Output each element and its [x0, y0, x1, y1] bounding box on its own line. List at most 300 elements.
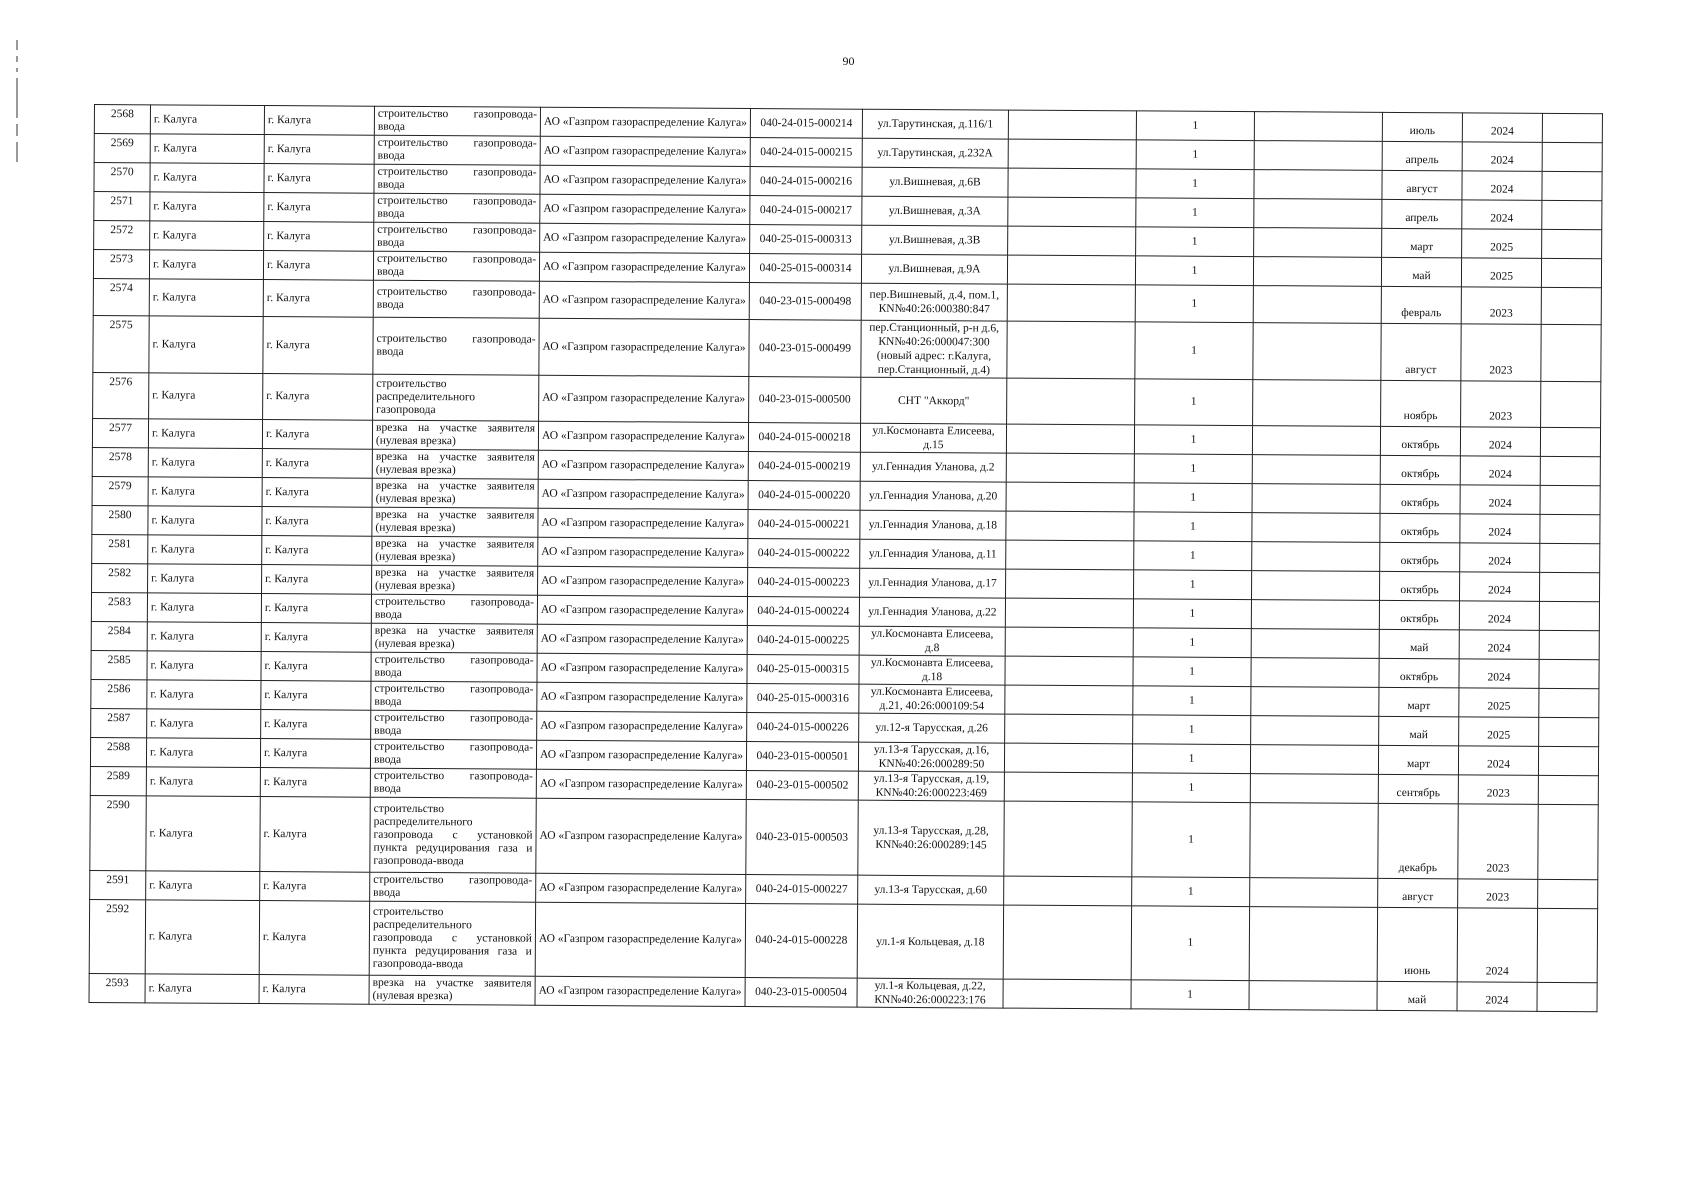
address-cell: ул.Геннадия Уланова, д.17	[860, 568, 1006, 598]
application-code-cell: 040-25-015-000314	[749, 254, 861, 284]
year-cell: 2025	[1459, 688, 1539, 717]
year-cell: 2025	[1461, 258, 1541, 287]
work-type-cell: строительство газопровода-ввода	[374, 222, 540, 252]
settlement-cell: г. Калуга	[145, 974, 259, 1004]
year-cell: 2024	[1460, 514, 1540, 543]
organization-cell: АО «Газпром газораспределение Калуга»	[536, 740, 746, 770]
city-cell: г. Калуга	[264, 106, 374, 136]
application-code-cell: 040-24-015-000215	[750, 138, 862, 168]
empty-cell	[1004, 772, 1132, 802]
organization-cell: АО «Газпром газораспределение Калуга»	[536, 769, 746, 799]
settlement-cell: г. Калуга	[150, 192, 264, 222]
empty-cell	[1540, 485, 1600, 514]
address-cell: ул.Космонавта Елисеева, д.8	[859, 626, 1005, 656]
row-number: 2569	[94, 134, 150, 163]
empty-cell	[1539, 688, 1599, 717]
organization-cell: АО «Газпром газораспределение Калуга»	[538, 566, 748, 596]
settlement-cell: г. Калуга	[150, 105, 264, 135]
month-cell: сентябрь	[1378, 774, 1458, 803]
empty-cell	[1542, 113, 1602, 142]
organization-cell: АО «Газпром газораспределение Калуга»	[538, 450, 748, 480]
city-cell: г. Калуга	[261, 652, 371, 682]
organization-cell: АО «Газпром газораспределение Калуга»	[539, 252, 749, 282]
empty-cell	[1254, 199, 1382, 229]
empty-cell	[1250, 878, 1378, 908]
quantity-cell: 1	[1136, 227, 1254, 257]
month-cell: декабрь	[1378, 803, 1458, 878]
empty-cell	[1541, 287, 1601, 324]
row-number: 2588	[90, 737, 146, 766]
year-cell: 2024	[1462, 171, 1542, 200]
organization-cell: АО «Газпром газораспределение Калуга»	[540, 223, 750, 253]
empty-cell	[1542, 171, 1602, 200]
empty-cell	[1539, 572, 1599, 601]
month-cell: октябрь	[1379, 658, 1459, 687]
quantity-cell: 1	[1133, 570, 1251, 600]
month-cell: май	[1381, 257, 1461, 286]
row-number: 2589	[90, 766, 146, 795]
quantity-cell: 1	[1131, 906, 1249, 981]
empty-cell	[1537, 908, 1597, 982]
empty-cell	[1006, 424, 1134, 454]
empty-cell	[1539, 630, 1599, 659]
application-code-cell: 040-24-015-000228	[745, 903, 857, 978]
organization-cell: АО «Газпром газораспределение Калуга»	[538, 479, 748, 509]
empty-cell	[1007, 321, 1135, 379]
empty-cell	[1539, 717, 1599, 746]
city-cell: г. Калуга	[263, 280, 373, 318]
empty-cell	[1008, 110, 1136, 140]
city-cell: г. Калуга	[263, 251, 373, 281]
empty-cell	[1539, 601, 1599, 630]
address-cell: ул.Геннадия Уланова, д.11	[860, 539, 1006, 569]
row-number: 2578	[92, 447, 148, 476]
city-cell: г. Калуга	[262, 478, 372, 508]
empty-cell	[1005, 569, 1133, 599]
address-cell: ул.Вишневая, д.9А	[861, 254, 1007, 284]
month-cell: март	[1382, 228, 1462, 257]
row-number: 2586	[91, 679, 147, 708]
organization-cell: АО «Газпром газораспределение Калуга»	[539, 375, 749, 422]
address-cell: ул.Вишневая, д.3А	[862, 196, 1008, 226]
settlement-cell: г. Калуга	[150, 221, 264, 251]
table-row	[93, 315, 1601, 381]
quantity-cell: 1	[1136, 198, 1254, 228]
row-number: 2584	[91, 621, 147, 650]
work-type-cell: врезка на участке заявителя (нулевая врезка)	[372, 536, 538, 566]
organization-cell: АО «Газпром газораспределение Калуга»	[536, 873, 746, 903]
application-code-cell: 040-24-015-000227	[746, 874, 858, 904]
empty-cell	[1254, 228, 1382, 258]
year-cell: 2024	[1462, 142, 1542, 171]
application-code-cell: 040-24-015-000217	[750, 196, 862, 226]
application-code-cell: 040-24-015-000224	[747, 597, 859, 627]
city-cell: г. Калуга	[262, 565, 372, 595]
table-row	[90, 795, 1598, 879]
address-cell: ул.Космонавта Елисеева, д.15	[860, 423, 1006, 453]
year-cell: 2024	[1462, 113, 1542, 142]
settlement-cell: г. Калуга	[145, 900, 259, 975]
city-cell: г. Калуга	[262, 449, 372, 479]
work-type-cell: строительство газопровода-ввода	[371, 594, 537, 624]
address-cell: ул.Геннадия Уланова, д.20	[860, 481, 1006, 511]
city-cell: г. Калуга	[264, 193, 374, 223]
empty-cell	[1006, 482, 1134, 512]
month-cell: июнь	[1377, 907, 1457, 981]
empty-cell	[1537, 982, 1597, 1011]
quantity-cell: 1	[1134, 425, 1252, 455]
address-cell: ул.12-я Тарусская, д.26	[859, 713, 1005, 743]
row-number: 2580	[92, 505, 148, 534]
empty-cell	[1005, 685, 1133, 715]
work-type-cell: строительство распределительного газопровода с установкой пункта редуцирования газа и газопровода-ввода	[370, 797, 536, 873]
application-code-cell: 040-24-015-000225	[747, 626, 859, 656]
work-type-cell: строительство газопровода-ввода	[374, 164, 540, 194]
gas-connection-table	[89, 104, 1603, 1012]
application-code-cell: 040-23-015-000501	[746, 741, 858, 771]
settlement-cell: г. Калуга	[146, 767, 260, 797]
address-cell: ул.13-я Тарусская, д.28, КN№40:26:000289:145	[858, 800, 1004, 876]
year-cell: 2024	[1459, 630, 1539, 659]
address-cell: ул.1-я Кольцевая, д.18	[857, 904, 1003, 979]
empty-cell	[1540, 456, 1600, 485]
application-code-cell: 040-24-015-000226	[747, 712, 859, 742]
empty-cell	[1008, 168, 1136, 198]
application-code-cell: 040-24-015-000222	[748, 539, 860, 569]
address-cell: ул.Космонавта Елисеева, д.21, 40:26:000109:54	[859, 684, 1005, 714]
empty-cell	[1253, 380, 1381, 427]
empty-cell	[1252, 513, 1380, 543]
empty-cell	[1252, 455, 1380, 485]
address-cell: ул.13-я Тарусская, д.19, КN№40:26:000223:469	[858, 771, 1004, 801]
organization-cell: АО «Газпром газораспределение Калуга»	[540, 136, 750, 166]
quantity-cell: 1	[1133, 599, 1251, 629]
application-code-cell: 040-24-015-000218	[748, 423, 860, 453]
application-code-cell: 040-23-015-000498	[749, 283, 861, 321]
application-code-cell: 040-23-015-000502	[746, 770, 858, 800]
empty-cell	[1249, 907, 1377, 982]
application-code-cell: 040-23-015-000503	[746, 799, 858, 875]
empty-cell	[1250, 803, 1378, 879]
year-cell: 2024	[1458, 746, 1538, 775]
application-code-cell: 040-25-015-000316	[747, 683, 859, 713]
empty-cell	[1252, 484, 1380, 514]
city-cell: г. Калуга	[259, 901, 369, 976]
empty-cell	[1006, 453, 1134, 483]
month-cell: октябрь	[1380, 426, 1460, 455]
work-type-cell: строительство газопровода-ввода	[371, 652, 537, 682]
quantity-cell: 1	[1133, 686, 1251, 716]
empty-cell	[1542, 200, 1602, 229]
empty-cell	[1250, 745, 1378, 775]
empty-cell	[1251, 658, 1379, 688]
quantity-cell: 1	[1135, 379, 1253, 426]
empty-cell	[1540, 427, 1600, 456]
quantity-cell: 1	[1133, 657, 1251, 687]
settlement-cell: г. Калуга	[148, 535, 262, 565]
month-cell: июль	[1382, 112, 1462, 141]
address-cell: СНТ "Аккорд"	[861, 377, 1007, 424]
year-cell: 2025	[1462, 229, 1542, 258]
month-cell: апрель	[1382, 141, 1462, 170]
work-type-cell: врезка на участке заявителя (нулевая врезка)	[372, 478, 538, 508]
work-type-cell: строительство газопровода-ввода	[373, 251, 539, 281]
application-code-cell: 040-24-015-000216	[750, 167, 862, 197]
row-number: 2592	[89, 899, 145, 973]
table-row	[89, 899, 1597, 982]
empty-cell	[1008, 139, 1136, 169]
organization-cell: АО «Газпром газораспределение Калуга»	[537, 653, 747, 683]
city-cell: г. Калуга	[262, 507, 372, 537]
row-number: 2581	[92, 534, 148, 563]
empty-cell	[1541, 381, 1601, 427]
city-cell: г. Калуга	[263, 317, 373, 375]
city-cell: г. Калуга	[263, 374, 373, 421]
city-cell: г. Калуга	[261, 681, 371, 711]
quantity-cell: 1	[1135, 285, 1253, 323]
year-cell: 2023	[1458, 775, 1538, 804]
settlement-cell: г. Калуга	[148, 477, 262, 507]
month-cell: октябрь	[1379, 571, 1459, 600]
work-type-cell: строительство распределительного газопровода с установкой пункта редуцирования газа и газопровода-ввода	[369, 901, 535, 976]
city-cell: г. Калуга	[264, 222, 374, 252]
year-cell: 2024	[1459, 572, 1539, 601]
quantity-cell: 1	[1132, 773, 1250, 803]
city-cell: г. Калуга	[264, 164, 374, 194]
quantity-cell: 1	[1135, 256, 1253, 286]
empty-cell	[1253, 257, 1381, 287]
organization-cell: АО «Газпром газораспределение Калуга»	[535, 976, 745, 1006]
year-cell: 2024	[1457, 908, 1537, 982]
row-number: 2574	[93, 278, 149, 315]
row-number: 2572	[94, 221, 150, 250]
month-cell: октябрь	[1379, 600, 1459, 629]
month-cell: май	[1379, 629, 1459, 658]
application-code-cell: 040-24-015-000220	[748, 481, 860, 511]
empty-cell	[1003, 979, 1131, 1009]
empty-cell	[1540, 514, 1600, 543]
month-cell: октябрь	[1380, 542, 1460, 571]
work-type-cell: врезка на участке заявителя (нулевая врезка)	[369, 975, 535, 1005]
organization-cell: АО «Газпром газораспределение Калуга»	[537, 624, 747, 654]
year-cell: 2023	[1461, 381, 1541, 427]
row-number: 2593	[89, 973, 145, 1002]
empty-cell	[1007, 255, 1135, 285]
work-type-cell: врезка на участке заявителя (нулевая врезка)	[371, 623, 537, 653]
empty-cell	[1538, 879, 1598, 908]
work-type-cell: строительство газопровода-ввода	[373, 317, 539, 375]
work-type-cell: строительство газопровода-ввода	[370, 872, 536, 902]
empty-cell	[1003, 905, 1131, 980]
work-type-cell: строительство газопровода-ввода	[371, 681, 537, 711]
year-cell: 2023	[1461, 287, 1541, 324]
row-number: 2591	[90, 870, 146, 899]
city-cell: г. Калуга	[262, 420, 372, 450]
empty-cell	[1254, 170, 1382, 200]
quantity-cell: 1	[1132, 744, 1250, 774]
quantity-cell: 1	[1132, 802, 1250, 878]
empty-cell	[1005, 714, 1133, 744]
year-cell: 2024	[1460, 456, 1540, 485]
application-code-cell: 040-23-015-000499	[749, 320, 861, 378]
empty-cell	[1249, 981, 1377, 1011]
empty-cell	[1004, 801, 1132, 877]
row-number: 2583	[91, 592, 147, 621]
organization-cell: АО «Газпром газораспределение Калуга»	[536, 798, 746, 874]
application-code-cell: 040-23-015-000504	[745, 977, 857, 1007]
year-cell: 2023	[1458, 804, 1538, 879]
organization-cell: АО «Газпром газораспределение Калуга»	[537, 595, 747, 625]
city-cell: г. Калуга	[260, 797, 370, 873]
month-cell: март	[1379, 687, 1459, 716]
quantity-cell: 1	[1134, 512, 1252, 542]
address-cell: пер.Вишневый, д.4, пом.1, КN№40:26:000380:847	[861, 283, 1007, 321]
empty-cell	[1008, 197, 1136, 227]
settlement-cell: г. Калуга	[147, 622, 261, 652]
organization-cell: АО «Газпром газораспределение Калуга»	[539, 281, 749, 319]
empty-cell	[1541, 258, 1601, 287]
city-cell: г. Калуга	[260, 768, 370, 798]
settlement-cell: г. Калуга	[146, 871, 260, 901]
year-cell: 2023	[1461, 324, 1541, 381]
city-cell: г. Калуга	[259, 975, 369, 1005]
settlement-cell: г. Калуга	[146, 796, 260, 872]
organization-cell: АО «Газпром газораспределение Калуга»	[535, 902, 745, 977]
work-type-cell: строительство газопровода-ввода	[374, 135, 540, 165]
settlement-cell: г. Калуга	[147, 593, 261, 623]
city-cell: г. Калуга	[260, 872, 370, 902]
month-cell: май	[1377, 981, 1457, 1010]
empty-cell	[1538, 804, 1598, 879]
month-cell: февраль	[1381, 286, 1461, 323]
quantity-cell: 1	[1132, 877, 1250, 907]
row-number: 2577	[92, 418, 148, 447]
empty-cell	[1253, 286, 1381, 324]
organization-cell: АО «Газпром газораспределение Калуга»	[538, 508, 748, 538]
work-type-cell: врезка на участке заявителя (нулевая врезка)	[372, 449, 538, 479]
organization-cell: АО «Газпром газораспределение Калуга»	[540, 194, 750, 224]
month-cell: август	[1382, 170, 1462, 199]
margin-scan-marks	[10, 40, 24, 300]
address-cell: ул.Тарутинская, д.232А	[862, 138, 1008, 168]
settlement-cell: г. Калуга	[148, 506, 262, 536]
empty-cell	[1540, 543, 1600, 572]
empty-cell	[1005, 656, 1133, 686]
address-cell: ул.13-я Тарусская, д.16, КN№40:26:000289:50	[858, 742, 1004, 772]
row-number: 2575	[93, 315, 149, 372]
address-cell: ул.Вишневая, д.3В	[862, 225, 1008, 255]
empty-cell	[1005, 598, 1133, 628]
work-type-cell: строительство распределительного газопровода	[373, 374, 539, 421]
settlement-cell: г. Калуга	[147, 709, 261, 739]
quantity-cell: 1	[1134, 454, 1252, 484]
empty-cell	[1006, 540, 1134, 570]
address-cell: ул.Геннадия Уланова, д.22	[859, 597, 1005, 627]
quantity-cell: 1	[1133, 628, 1251, 658]
empty-cell	[1254, 112, 1382, 142]
application-code-cell: 040-24-015-000221	[748, 510, 860, 540]
application-code-cell: 040-25-015-000315	[747, 655, 859, 685]
organization-cell: АО «Газпром газораспределение Калуга»	[540, 165, 750, 195]
quantity-cell: 1	[1134, 541, 1252, 571]
empty-cell	[1538, 775, 1598, 804]
work-type-cell: строительство газопровода-ввода	[374, 193, 540, 223]
month-cell: август	[1381, 323, 1461, 380]
application-code-cell: 040-24-015-000219	[748, 452, 860, 482]
work-type-cell: строительство газопровода-ввода	[370, 739, 536, 769]
empty-cell	[1251, 629, 1379, 659]
empty-cell	[1008, 226, 1136, 256]
month-cell: май	[1379, 716, 1459, 745]
month-cell: октябрь	[1380, 455, 1460, 484]
settlement-cell: г. Калуга	[149, 250, 263, 280]
empty-cell	[1005, 627, 1133, 657]
organization-cell: АО «Газпром газораспределение Калуга»	[539, 318, 749, 376]
city-cell: г. Калуга	[261, 594, 371, 624]
year-cell: 2024	[1457, 982, 1537, 1011]
year-cell: 2023	[1458, 879, 1538, 908]
registry-sheet	[89, 104, 1603, 1012]
row-number: 2582	[92, 563, 148, 592]
empty-cell	[1539, 659, 1599, 688]
application-code-cell: 040-24-015-000214	[750, 109, 862, 139]
application-code-cell: 040-24-015-000223	[748, 568, 860, 598]
address-cell: ул.Космонавта Елисеева, д.18	[859, 655, 1005, 685]
empty-cell	[1542, 142, 1602, 171]
row-number: 2576	[93, 372, 149, 418]
empty-cell	[1251, 687, 1379, 717]
quantity-cell: 1	[1134, 483, 1252, 513]
settlement-cell: г. Калуга	[147, 651, 261, 681]
city-cell: г. Калуга	[260, 739, 370, 769]
year-cell: 2024	[1460, 485, 1540, 514]
settlement-cell: г. Калуга	[148, 419, 262, 449]
month-cell: апрель	[1382, 199, 1462, 228]
work-type-cell: строительство газопровода-ввода	[374, 106, 540, 136]
work-type-cell: врезка на участке заявителя (нулевая врезка)	[372, 507, 538, 537]
work-type-cell: врезка на участке заявителя (нулевая врезка)	[372, 565, 538, 595]
city-cell: г. Калуга	[264, 135, 374, 165]
empty-cell	[1251, 571, 1379, 601]
settlement-cell: г. Калуга	[147, 680, 261, 710]
row-number: 2590	[90, 795, 146, 870]
month-cell: октябрь	[1380, 484, 1460, 513]
organization-cell: АО «Газпром газораспределение Калуга»	[537, 711, 747, 741]
empty-cell	[1006, 511, 1134, 541]
city-cell: г. Калуга	[261, 710, 371, 740]
row-number: 2570	[94, 163, 150, 192]
work-type-cell: строительство газопровода-ввода	[373, 280, 539, 318]
year-cell: 2024	[1460, 427, 1540, 456]
page-number: 90	[842, 54, 855, 68]
settlement-cell: г. Калуга	[148, 564, 262, 594]
work-type-cell: строительство газопровода-ввода	[371, 710, 537, 740]
address-cell: пер.Станционный, р-н д.6, КN№40:26:000047:300 (новый адрес: г.Калуга, пер.Станционный, д.4)	[861, 320, 1007, 378]
settlement-cell: г. Калуга	[150, 163, 264, 193]
empty-cell	[1004, 876, 1132, 906]
organization-cell: АО «Газпром газораспределение Калуга»	[538, 537, 748, 567]
empty-cell	[1251, 600, 1379, 630]
empty-cell	[1007, 284, 1135, 322]
month-cell: март	[1378, 745, 1458, 774]
empty-cell	[1254, 141, 1382, 171]
month-cell: октябрь	[1380, 513, 1460, 542]
empty-cell	[1538, 746, 1598, 775]
row-number: 2571	[94, 192, 150, 221]
settlement-cell: г. Калуга	[149, 316, 263, 374]
row-number: 2579	[92, 476, 148, 505]
quantity-cell: 1	[1131, 980, 1249, 1010]
